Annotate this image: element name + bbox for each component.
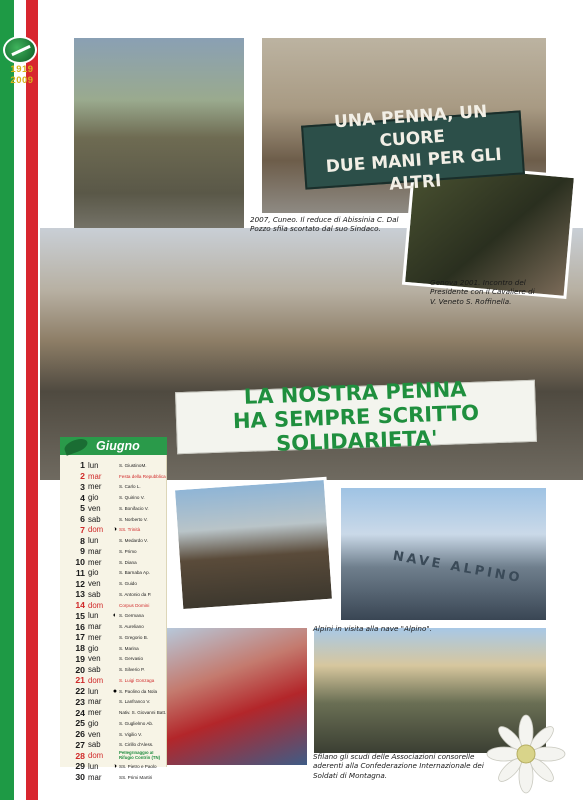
moon-slot — [111, 731, 119, 738]
day-number: 16 — [75, 621, 85, 632]
calendar-day-row — [60, 729, 167, 740]
day-number: 22 — [75, 686, 85, 697]
moon-slot — [111, 634, 119, 641]
day-name: dom — [88, 600, 104, 610]
day-name: mer — [88, 708, 102, 718]
day-name: gio — [88, 493, 99, 503]
caption-cuneo: 2007, Cuneo. Il reduce di Abissinia C. Dal Pozzo sfila scortato dal suo Sindaco. — [250, 215, 399, 234]
day-name: mar — [88, 772, 102, 782]
day-saint: S. Bonifacio V. — [119, 505, 149, 511]
banner-line: DUE MANI PER GLI ALTRI — [325, 144, 503, 195]
day-saint: S. Cirillo d'Aless. — [119, 742, 154, 748]
calendar-day-row — [60, 697, 167, 708]
calendar-day-row — [60, 578, 167, 589]
day-number: 18 — [75, 643, 85, 654]
day-number: 17 — [75, 632, 85, 643]
day-name: mer — [88, 557, 102, 567]
calendar-day-row — [60, 557, 167, 568]
calendar-day-row — [60, 740, 167, 751]
flag-stripe-red — [26, 0, 38, 800]
calendar-day-row — [60, 750, 167, 761]
day-saint: S. Marina — [119, 645, 139, 651]
day-saint: S. Guido — [119, 581, 137, 587]
year-end: 2009 — [10, 75, 34, 86]
day-name: ven — [88, 503, 101, 513]
caption-genova: Genova 2001. Incontro del Presidente con il Cavaliere di V. Veneto S. Roffinella. — [430, 278, 535, 306]
day-number: 12 — [75, 578, 85, 589]
day-number: 13 — [75, 589, 85, 600]
first-quarter-moon-icon: ◑ — [112, 762, 118, 770]
calendar-day-row — [60, 643, 167, 654]
day-number: 25 — [75, 718, 85, 729]
day-name: dom — [88, 675, 104, 685]
calendar-day-row — [60, 492, 167, 503]
day-name: gio — [88, 643, 99, 653]
day-saint: S. Lanfranco V. — [119, 699, 151, 705]
banner-line: LA NOSTRA PENNA — [243, 377, 467, 409]
day-name: gio — [88, 718, 99, 728]
calendar-day-row — [60, 514, 167, 525]
moon-slot — [111, 741, 119, 748]
calendar-day-row — [60, 471, 167, 482]
day-number: 21 — [75, 675, 85, 686]
banner-solidarieta — [175, 377, 537, 456]
edelweiss-icon — [486, 714, 566, 794]
month-title: Giugno — [60, 437, 167, 455]
calendar-day-row — [60, 535, 167, 546]
calendar-day-row — [60, 772, 167, 783]
day-number: 20 — [75, 664, 85, 675]
day-saint: S. Guglielmo Ab. — [119, 720, 154, 726]
calendar-day-row — [60, 621, 167, 632]
moon-slot — [111, 505, 119, 512]
moon-slot — [111, 677, 119, 684]
day-saint: S. Medardo V. — [119, 538, 148, 544]
day-name: ven — [88, 654, 101, 664]
day-saint: S. Primo — [119, 548, 137, 554]
calendar-day-row — [60, 568, 167, 579]
flag-stripe-green — [0, 0, 14, 800]
day-saint: SS. Primi Martiri — [119, 774, 153, 780]
day-number: 7 — [80, 524, 85, 535]
day-name: mar — [88, 546, 102, 556]
day-name: ven — [88, 729, 101, 739]
day-number: 11 — [75, 567, 85, 578]
last-quarter-moon-icon: ◐ — [112, 612, 118, 620]
ana-logo-icon — [3, 36, 37, 64]
photo-nave-alpino — [341, 488, 546, 620]
moon-slot — [111, 516, 119, 523]
day-name: mar — [88, 697, 102, 707]
day-name: sab — [88, 740, 101, 750]
day-saint: Corpus Domini — [119, 602, 150, 608]
day-number: 15 — [75, 610, 85, 621]
day-number: 28 — [75, 750, 85, 761]
calendar-day-row — [60, 460, 167, 471]
calendar-day-row — [60, 600, 167, 611]
first-quarter-moon-icon: ◑ — [112, 526, 118, 534]
moon-slot — [111, 580, 119, 587]
photo-reduce-abissinia — [74, 38, 244, 260]
moon-slot — [111, 559, 119, 566]
calendar-day-row — [60, 686, 167, 697]
banner-line: UNA PENNA, UN CUORE — [333, 101, 488, 152]
moon-slot — [111, 548, 119, 555]
day-saint: S. Luigi Gonzaga — [119, 677, 155, 683]
day-number: 6 — [80, 514, 85, 525]
calendar-day-row — [60, 482, 167, 493]
day-name: dom — [88, 751, 104, 761]
day-name: mar — [88, 471, 102, 481]
day-number: 30 — [75, 772, 85, 783]
moon-slot — [111, 623, 119, 630]
calendar-day-row — [60, 707, 167, 718]
day-saint: S. Carlo L. — [119, 484, 141, 490]
day-saint: Nativ. S. Giovanni Batt. — [119, 710, 167, 716]
day-saint: S. Quirino V. — [119, 495, 145, 501]
day-name: lun — [88, 460, 99, 470]
moon-slot — [111, 591, 119, 598]
day-name: sab — [88, 665, 101, 675]
day-saint: S. Gervasio — [119, 656, 143, 662]
day-number: 14 — [75, 600, 85, 611]
calendar-day-row — [60, 675, 167, 686]
banner-una-penna — [301, 101, 525, 195]
day-saint: Festa della Repubblica — [119, 473, 166, 479]
day-number: 8 — [80, 535, 85, 546]
banner-line: SOLIDARIETA' — [275, 426, 438, 456]
day-number: 9 — [80, 546, 85, 557]
day-name: lun — [88, 761, 99, 771]
day-number: 1 — [80, 460, 85, 471]
day-number: 27 — [75, 739, 85, 750]
day-saint: S. Silverio P. — [119, 667, 145, 673]
calendar-june — [60, 437, 167, 783]
day-number: 3 — [80, 481, 85, 492]
caption-scudi: Sfilano gli scudi delle Associazioni consorelle aderenti alla Confederazione Internazionale dei Soldati di Montagna. — [313, 752, 484, 780]
moon-slot — [111, 645, 119, 652]
day-name: mer — [88, 632, 102, 642]
moon-slot — [111, 655, 119, 662]
day-name: mar — [88, 622, 102, 632]
day-name: sab — [88, 589, 101, 599]
day-name: lun — [88, 686, 99, 696]
day-number: 5 — [80, 503, 85, 514]
years-label — [4, 64, 40, 86]
moon-slot — [111, 483, 119, 490]
day-name: gio — [88, 568, 99, 578]
calendar-day-row — [60, 525, 167, 536]
day-saint: S. Norberto V. — [119, 516, 148, 522]
photo-cheering-crowd — [167, 628, 307, 765]
day-saint: S. GiustinoM. — [119, 462, 147, 468]
day-saint: S. Germana — [119, 613, 144, 619]
calendar-day-row — [60, 654, 167, 665]
calendar-day-row — [60, 632, 167, 643]
day-number: 29 — [75, 761, 85, 772]
day-saint: S. Vigilio V. — [119, 731, 142, 737]
day-number: 19 — [75, 653, 85, 664]
moon-slot — [111, 666, 119, 673]
new-moon-icon: ● — [112, 687, 118, 695]
moon-slot — [111, 569, 119, 576]
moon-slot — [111, 473, 119, 480]
calendar-day-row — [60, 718, 167, 729]
day-number: 2 — [80, 471, 85, 482]
day-name: dom — [88, 525, 104, 535]
moon-slot — [111, 537, 119, 544]
day-number: 24 — [75, 707, 85, 718]
caption-nave: Alpini in visita alla nave "Alpino". — [313, 624, 432, 633]
day-saint: S. Paolino da Nola — [119, 688, 158, 694]
calendar-day-row — [60, 546, 167, 557]
moon-slot — [111, 774, 119, 781]
ship-name-label: NAVE ALPINO — [391, 548, 524, 587]
day-saint: S. Barnaba Ap. — [119, 570, 150, 576]
day-saint: SS. Pietro e Paolo — [119, 763, 157, 769]
calendar-day-row — [60, 589, 167, 600]
day-name: lun — [88, 611, 99, 621]
calendar-day-row — [60, 664, 167, 675]
calendar-day-row — [60, 761, 167, 772]
day-name: ven — [88, 579, 101, 589]
day-saint: S. Gregorio B. — [119, 634, 149, 640]
calendar-day-row — [60, 611, 167, 622]
moon-slot — [111, 494, 119, 501]
year-start: 1919 — [10, 64, 34, 75]
flag-stripe-white — [14, 0, 26, 800]
day-saint: S. Aureliano — [119, 624, 144, 630]
moon-slot — [111, 698, 119, 705]
day-number: 10 — [75, 557, 85, 568]
day-name: sab — [88, 514, 101, 524]
day-name: lun — [88, 536, 99, 546]
day-number: 4 — [80, 492, 85, 503]
photo-alpini-group — [172, 477, 335, 613]
day-saint: S. Diana — [119, 559, 137, 565]
day-saint: SS. Trinità — [119, 527, 141, 533]
banner-line: HA SEMPRE SCRITTO — [232, 400, 480, 434]
moon-slot — [111, 752, 119, 759]
day-saint: S. Antonio da P. — [119, 591, 152, 597]
moon-slot — [111, 720, 119, 727]
calendar-day-row — [60, 503, 167, 514]
moon-slot — [111, 462, 119, 469]
calendar-days — [60, 460, 167, 783]
day-saint: Pellegrinaggio al Rifugio Contrin (TN) — [119, 751, 161, 760]
day-number: 26 — [75, 729, 85, 740]
moon-slot — [111, 602, 119, 609]
moon-slot — [111, 709, 119, 716]
day-name: mer — [88, 482, 102, 492]
day-number: 23 — [75, 696, 85, 707]
